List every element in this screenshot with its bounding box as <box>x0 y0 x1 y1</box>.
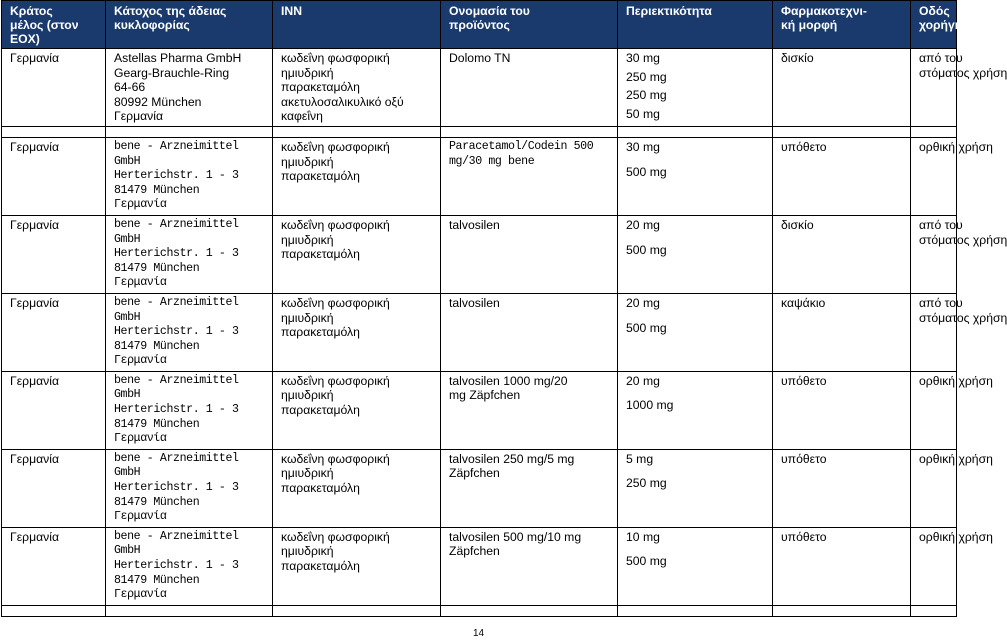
empty-cell <box>773 605 911 616</box>
text-line: Ονομασία του <box>449 4 530 18</box>
text-line: Γερμανία <box>114 354 167 368</box>
text-line: 500 mg <box>626 320 667 335</box>
text-line: ορθική χρήση <box>919 139 993 154</box>
text-line: ΕΟΧ) <box>10 32 40 46</box>
text-line: 81479 München <box>114 183 200 197</box>
product-name-cell <box>441 137 618 215</box>
strength-cell <box>618 49 773 127</box>
country-cell <box>2 49 106 127</box>
text-line: ορθική χρήση <box>919 451 993 466</box>
text-line: 81479 München <box>114 417 200 431</box>
route-cell <box>911 49 1007 127</box>
route-cell <box>911 293 1007 371</box>
holder-cell <box>106 49 273 127</box>
text-line: παρακεταμόλη <box>281 325 360 340</box>
text-line: Κάτοχος της άδειας <box>114 4 227 18</box>
table-row <box>2 137 957 215</box>
holder-cell <box>106 527 273 605</box>
text-line: Κράτος <box>10 4 53 18</box>
form: υπόθετο <box>781 373 827 388</box>
route-cell <box>911 371 993 449</box>
text-line: 30 mg <box>626 51 660 65</box>
spacer-cell <box>441 126 618 137</box>
spacer-cell <box>618 126 773 137</box>
text-line: Paracetamol/Codein 500 <box>449 139 594 153</box>
text-line: παρακεταμόλη <box>281 169 360 184</box>
table-row <box>2 371 957 449</box>
form: δισκίο <box>781 217 814 232</box>
text-line: κωδεΐνη φωσφορική <box>281 529 390 544</box>
text-line: bene - Arzneimittel <box>114 373 239 387</box>
text-line: 64-66 <box>114 80 146 95</box>
text-line: Herterichstr. 1 - 3 <box>114 247 239 261</box>
header-inn <box>273 1 441 49</box>
country: Γερμανία <box>10 529 59 544</box>
spacer-cell <box>273 126 441 137</box>
form: υπόθετο <box>781 529 827 544</box>
text-line: 500 mg <box>626 164 667 179</box>
inn-cell <box>273 527 441 605</box>
inn-cell <box>273 449 441 527</box>
text-line: κωδεΐνη φωσφορική <box>281 51 390 65</box>
country: Γερμανία <box>10 217 59 232</box>
text-line: INN <box>281 4 302 18</box>
strength-cell <box>618 293 773 371</box>
strength-cell <box>618 137 773 215</box>
text-line: στόματος χρήση <box>919 232 1007 247</box>
country-cell <box>2 371 106 449</box>
text-line: Herterichstr. 1 - 3 <box>114 169 239 183</box>
table-row <box>2 49 957 127</box>
text-line: bene - Arzneimittel <box>114 451 239 465</box>
text-line: talvosilen <box>449 295 500 310</box>
text-line: στόματος χρήση <box>919 310 1007 325</box>
inn-cell <box>273 371 441 449</box>
text-line: παρακεταμόλη <box>281 80 360 95</box>
text-line: bene - Arzneimittel <box>114 529 239 543</box>
text-line: κωδεΐνη φωσφορική <box>281 139 390 154</box>
text-line: ημιυδρική <box>281 310 334 325</box>
text-line: GmbH <box>114 388 141 402</box>
text-line: bene - Arzneimittel <box>114 217 239 231</box>
empty-cell <box>911 605 957 616</box>
spacer-cell <box>2 126 106 137</box>
text-line: Γερμανία <box>114 276 167 290</box>
empty-cell <box>2 605 106 616</box>
text-line: χορήγησης <box>919 18 985 32</box>
text-line: talvosilen 1000 mg/20 <box>449 373 568 388</box>
spacer-row <box>2 126 957 137</box>
text-line: ορθική χρήση <box>919 529 993 544</box>
country-cell <box>2 137 106 215</box>
strength-cell <box>618 215 773 293</box>
route-cell <box>911 527 993 605</box>
text-line: 500 mg <box>626 242 667 257</box>
text-line: κωδεΐνη φωσφορική <box>281 295 390 310</box>
text-line: ημιυδρική <box>281 544 334 559</box>
country: Γερμανία <box>10 295 59 310</box>
holder-cell <box>106 449 273 527</box>
text-line: 250 mg <box>626 69 667 84</box>
header-holder <box>106 1 273 49</box>
text-line: 80992 München <box>114 94 202 109</box>
header-strength <box>618 1 773 49</box>
text-line: 81479 München <box>114 573 200 587</box>
text-line: Herterichstr. 1 - 3 <box>114 325 239 339</box>
text-line: talvosilen 500 mg/10 mg <box>449 529 582 544</box>
text-line: Herterichstr. 1 - 3 <box>114 481 239 495</box>
table-row <box>2 293 957 371</box>
text-line: παρακεταμόλη <box>281 559 360 573</box>
products-table <box>1 0 1007 617</box>
text-line: Herterichstr. 1 - 3 <box>114 559 239 572</box>
text-line: mg Zäpfchen <box>449 388 521 403</box>
text-line: mg/30 mg bene <box>449 154 535 168</box>
text-line: παρακεταμόλη <box>281 481 360 496</box>
form-cell <box>773 371 911 449</box>
product-name-cell <box>441 293 618 371</box>
form-cell <box>773 49 911 127</box>
text-line: κωδεΐνη φωσφορική <box>281 217 390 232</box>
spacer-cell <box>106 126 273 137</box>
text-line: ημιυδρική <box>281 154 334 169</box>
form-cell <box>773 293 911 371</box>
inn-cell <box>273 137 441 215</box>
table-row <box>2 215 957 293</box>
text-line: ημιυδρική <box>281 232 334 247</box>
text-line: ημιυδρική <box>281 65 334 80</box>
product-name-cell <box>441 449 618 527</box>
route-cell <box>911 137 993 215</box>
form: υπόθετο <box>781 451 827 466</box>
holder-cell <box>106 371 273 449</box>
text-line: 250 mg <box>626 88 667 103</box>
text-line: GmbH <box>114 232 141 246</box>
route-cell <box>911 215 1007 293</box>
text-line: GmbH <box>114 154 141 168</box>
inn-cell <box>273 215 441 293</box>
text-line: 20 mg <box>626 373 660 388</box>
text-line: Γερμανία <box>114 198 167 212</box>
text-line: GmbH <box>114 310 141 324</box>
text-line: Zäpfchen <box>449 466 500 481</box>
country-cell <box>2 449 106 527</box>
text-line: Περιεκτικότητα <box>626 4 712 18</box>
country-cell <box>2 215 106 293</box>
empty-cell <box>618 605 773 616</box>
text-line: 20 mg <box>626 217 660 232</box>
header-member-state <box>2 1 106 49</box>
inn-cell <box>273 293 441 371</box>
text-line: GmbH <box>114 544 141 558</box>
holder-cell <box>106 137 273 215</box>
inn-cell <box>273 49 441 127</box>
text-line: Astellas Pharma GmbH <box>114 51 242 65</box>
text-line: ακετυλοσαλικυλικό οξύ <box>281 94 404 109</box>
text-line: Γερμανία <box>114 510 167 524</box>
empty-row <box>2 605 957 616</box>
strength-cell <box>618 527 773 605</box>
country: Γερμανία <box>10 373 59 388</box>
holder-cell <box>106 215 273 293</box>
product-name-cell <box>441 215 618 293</box>
text-line: παρακεταμόλη <box>281 403 360 418</box>
text-line: 250 mg <box>626 476 667 491</box>
form-cell <box>773 449 911 527</box>
header-route <box>911 1 985 49</box>
form: υπόθετο <box>781 139 827 154</box>
spacer-cell <box>773 126 911 137</box>
text-line: 1000 mg <box>626 398 674 413</box>
text-line: bene - Arzneimittel <box>114 295 239 309</box>
text-line: Γερμανία <box>114 109 163 124</box>
text-line: από του <box>919 295 963 310</box>
text-line: Φαρμακοτεχνι- <box>781 4 867 18</box>
table-row <box>2 449 957 527</box>
text-line: μέλος (στον <box>10 18 79 32</box>
product-name-cell <box>441 371 618 449</box>
text-line: από του <box>919 51 963 65</box>
empty-cell <box>273 605 441 616</box>
text-line: ορθική χρήση <box>919 373 993 388</box>
text-line: 50 mg <box>626 106 660 121</box>
text-line: bene - Arzneimittel <box>114 139 239 153</box>
empty-cell <box>441 605 618 616</box>
text-line: κωδεΐνη φωσφορική <box>281 451 390 466</box>
text-line: Οδός <box>919 4 950 18</box>
text-line: Zäpfchen <box>449 544 500 559</box>
text-line: 5 mg <box>626 451 654 466</box>
text-line: 81479 München <box>114 495 200 509</box>
text-line: 30 mg <box>626 139 660 154</box>
header-form <box>773 1 911 49</box>
form: δισκίο <box>781 51 814 65</box>
text-line: GmbH <box>114 466 141 480</box>
empty-cell <box>106 605 273 616</box>
text-line: κυκλοφορίας <box>114 18 190 32</box>
header-row <box>2 1 957 49</box>
spacer-cell <box>911 126 957 137</box>
text-line: Gearg-Brauchle-Ring <box>114 65 230 80</box>
table-row <box>2 527 957 605</box>
text-line: από του <box>919 217 963 232</box>
text-line: 20 mg <box>626 295 660 310</box>
country: Γερμανία <box>10 51 59 65</box>
text-line: Dolomo TN <box>449 51 511 65</box>
text-line: Γερμανία <box>114 588 167 602</box>
text-line: 500 mg <box>626 554 667 569</box>
country: Γερμανία <box>10 451 59 466</box>
header-product-name <box>441 1 618 49</box>
text-line: talvosilen <box>449 217 500 232</box>
text-line: κή μορφή <box>781 18 838 32</box>
text-line: Γερμανία <box>114 432 167 446</box>
strength-cell <box>618 371 773 449</box>
form-cell <box>773 137 911 215</box>
text-line: ημιυδρική <box>281 466 334 481</box>
text-line: 81479 München <box>114 339 200 353</box>
text-line: παρακεταμόλη <box>281 247 360 262</box>
route-cell <box>911 449 993 527</box>
text-line: κωδεΐνη φωσφορική <box>281 373 390 388</box>
text-line: talvosilen 250 mg/5 mg <box>449 451 575 466</box>
product-name-cell <box>441 527 618 605</box>
text-line: 81479 München <box>114 261 200 275</box>
country: Γερμανία <box>10 139 59 154</box>
text-line: προϊόντος <box>449 18 510 32</box>
page-number: 14 <box>473 628 485 639</box>
text-line: 10 mg <box>626 529 660 544</box>
country-cell <box>2 527 106 605</box>
form-cell <box>773 527 911 605</box>
holder-cell <box>106 293 273 371</box>
form: καψάκιο <box>781 295 826 310</box>
text-line: στόματος χρήση <box>919 65 1007 80</box>
strength-cell <box>618 449 773 527</box>
text-line: καφεΐνη <box>281 109 323 124</box>
form-cell <box>773 215 911 293</box>
country-cell <box>2 293 106 371</box>
text-line: ημιυδρική <box>281 388 334 403</box>
product-name-cell <box>441 49 618 127</box>
text-line: Herterichstr. 1 - 3 <box>114 403 239 417</box>
